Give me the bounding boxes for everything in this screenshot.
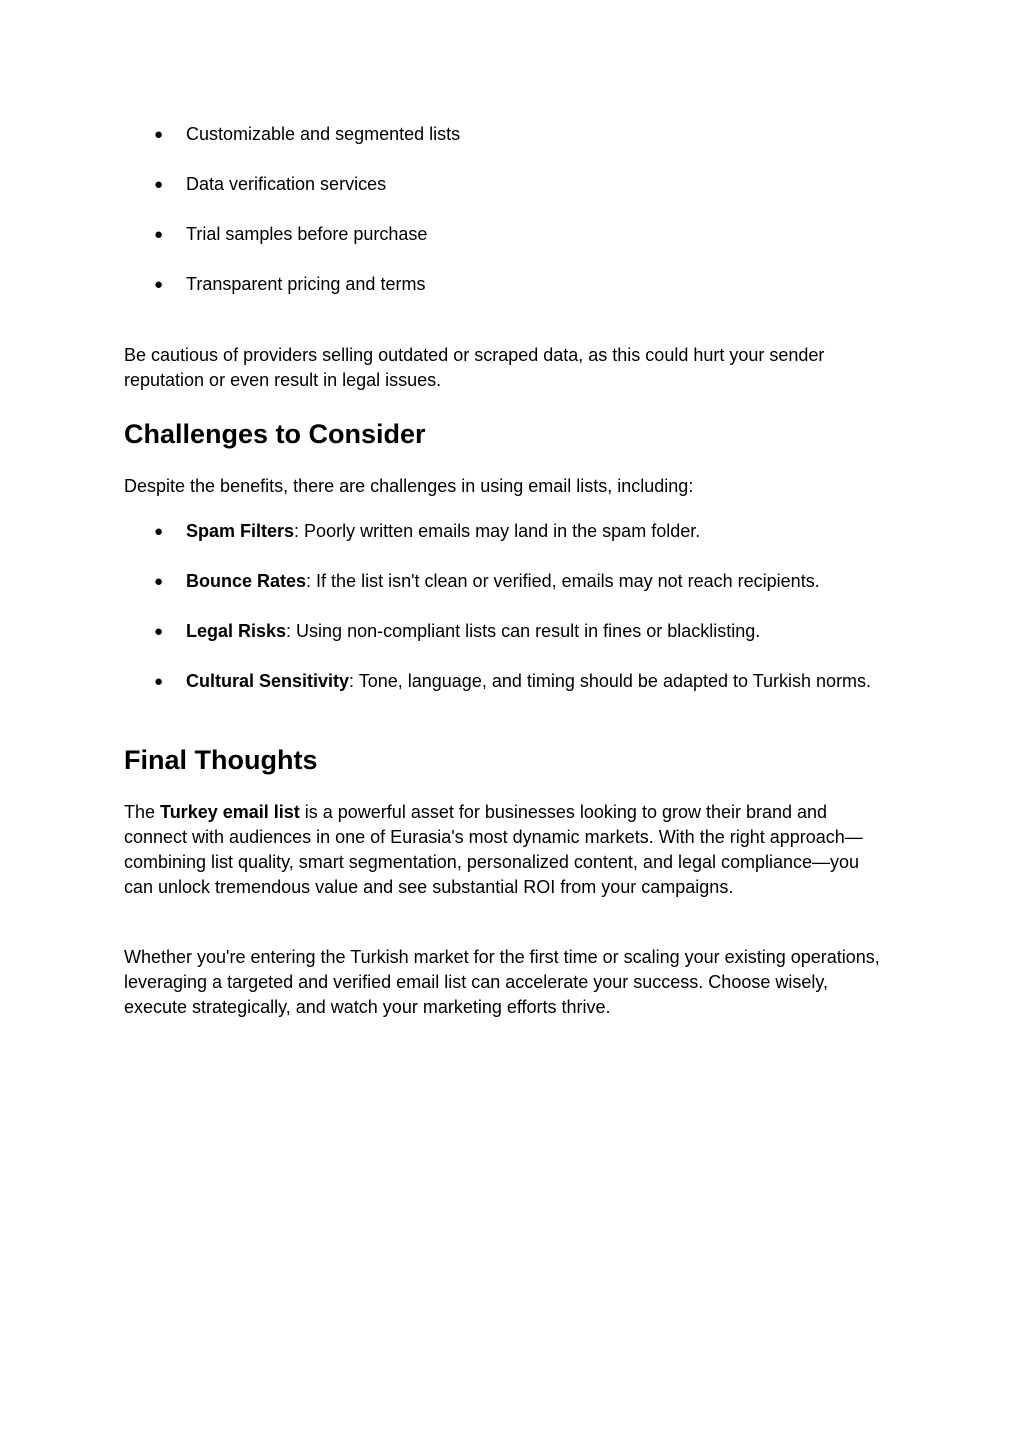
challenges-list: [124, 519, 884, 694]
challenge-term: Legal Risks: [186, 621, 287, 641]
list-item: [124, 122, 884, 147]
caution-paragraph: Be cautious of providers selling outdated or scraped data, as this could hurt your sender reputation or even result in legal issues.: [124, 345, 825, 390]
bullet-icon: ●: [154, 673, 164, 690]
challenge-text: : Poorly written emails may land in the spam folder.: [294, 521, 701, 541]
challenge-term: Bounce Rates: [186, 571, 307, 591]
list-item: [124, 172, 884, 197]
list-item: [124, 569, 884, 594]
challenge-text: : Using non-compliant lists can result in fines or blacklisting.: [286, 621, 761, 641]
bullet-icon: ●: [154, 176, 164, 193]
final-thoughts-paragraph-1: [124, 800, 884, 900]
list-item-text: Transparent pricing and terms: [186, 274, 426, 294]
list-item: [124, 669, 884, 694]
bullet-icon: ●: [154, 276, 164, 293]
list-item: [124, 222, 884, 247]
list-item: [124, 519, 884, 544]
challenge-text: : If the list isn't clean or verified, emails may not reach recipients.: [306, 571, 820, 591]
list-item-text: Customizable and segmented lists: [186, 124, 461, 144]
list-item: [124, 619, 884, 644]
final-thoughts-heading: Final Thoughts: [124, 745, 318, 775]
list-item: [124, 272, 884, 297]
bullet-icon: ●: [154, 573, 164, 590]
challenge-term: Cultural Sensitivity: [186, 671, 350, 691]
challenge-term: Spam Filters: [186, 521, 295, 541]
challenges-intro: Despite the benefits, there are challenges in using email lists, including:: [124, 476, 694, 496]
bullet-icon: ●: [154, 226, 164, 243]
bullet-icon: ●: [154, 623, 164, 640]
challenges-heading: Challenges to Consider: [124, 419, 426, 449]
para1-rest: is a powerful asset for businesses looking to grow their brand and connect with audiences in one of Eurasia's most dynamic markets. With the right approach—combining list quality, smart segmentation, personalized content, and legal compliance—you can unlock tremendous value and see substantial ROI from your campaigns.: [124, 802, 863, 897]
bullet-icon: ●: [154, 523, 164, 540]
final-thoughts-paragraph-2: Whether you're entering the Turkish market for the first time or scaling your existing operations, leveraging a targeted and verified email list can accelerate your success. Choose wisely, execute strategically, and watch your marketing efforts thrive.: [124, 947, 880, 1017]
challenge-text: : Tone, language, and timing should be adapted to Turkish norms.: [349, 671, 872, 691]
list-item-text: Trial samples before purchase: [186, 224, 428, 244]
list-item-text: Data verification services: [186, 174, 387, 194]
para1-bold: Turkey email list: [160, 802, 300, 822]
features-list: [124, 122, 884, 297]
para1-prefix: The: [124, 802, 161, 822]
bullet-icon: ●: [154, 126, 164, 143]
